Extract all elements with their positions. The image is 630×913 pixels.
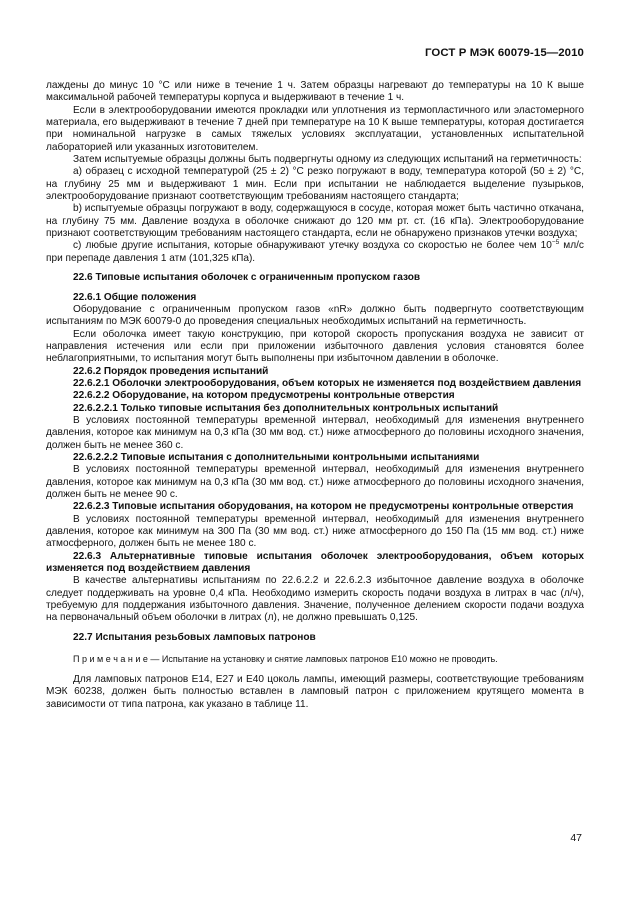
section-heading-22-6-2-3: 22.6.2.3 Типовые испытания оборудования, на котором не предусмотрены контрольные отверстия [73, 501, 574, 513]
note-label: П р и м е ч а н и е [73, 654, 148, 665]
page-number: 47 [570, 832, 582, 844]
document-body [46, 80, 584, 711]
section-heading-22-7: 22.7 Испытания резьбовых ламповых патронов [73, 631, 316, 643]
note [46, 653, 584, 665]
list-item-a: а) образец с исходной температурой (25 ± 2) °С резко погружают в воду, температура которой (50 ± 2) °С, на глубину 25 мм и выдерживают 1 мин. Если при испытании не наблюдается выделение пузырьков, электрооборудование признают соответствующим требованиям настоящего стандарта; [46, 166, 584, 203]
section-heading-22-6-2-1: 22.6.2.1 Оболочки электрооборудования, объем которых не изменяется под воздействием давления [73, 377, 582, 389]
section-heading-22-6-2: 22.6.2 Порядок проведения испытаний [73, 365, 269, 377]
section-heading-22-6-1: 22.6.1 Общие положения [73, 291, 197, 303]
paragraph: В условиях постоянной температуры временной интервал, необходимый для изменения внутреннего давления, которое как минимум на 0,3 кПа (30 мм вод. ст.) ниже атмосферного до половины исходного значения, должен быть не менее 90 с. [46, 464, 584, 500]
superscript: −5 [551, 239, 560, 247]
list-item-b: b) испытуемые образцы погружают в воду, содержащуюся в сосуде, которая может быть частично откачана, на глубину 75 мм. Давление воздуха в оболочке снижают до 120 мм рт. ст. (16 кПа). Электрооборудование признают соответствующим требованиям настоящего стандарта, если не обнаружено признаков утечки воздуха; [46, 203, 584, 240]
note-text: — Испытание на установку и снятие ламповых патронов Е10 можно не проводить. [147, 654, 498, 665]
paragraph: В качестве альтернативы испытаниям по 22.6.2.2 и 22.6.2.3 избыточное давление воздуха в оболочке следует поддерживать на уровне 0,4 кПа. Необходимо измерить скорость подачи воздуха в литрах в час (л/ч), требуемую для поддержания избыточного давления. Значение, полученное делением скорости подачи воздуха на первоначальный объем оболочки в литрах (л), не должно превышать 0,125. [46, 575, 584, 624]
paragraph: лаждены до минус 10 °С или ниже в течение 1 ч. Затем образцы нагревают до температуры на 10 К выше максимальной рабочей температуры корпуса и выдерживают в течение 1 ч. [46, 80, 584, 104]
paragraph: Оборудование с ограниченным пропуском газов «nR» должно быть подвергнуто соответствующим испытаниям по МЭК 60079-0 до проведения специальных необходимых испытаний на герметичность. [46, 303, 584, 328]
section-heading-22-6-2-2-1: 22.6.2.2.1 Только типовые испытания без дополнительных контрольных испытаний [73, 402, 499, 414]
paragraph: Если в электрооборудовании имеются прокладки или уплотнения из термопластичного или эластомерного материала, его выдерживают в течение 7 дней при температуре на 10 К выше температуры, которая достигается при номинальной нагрузке в самых тяжелых условиях эксплуатации, установленных испытательной лабораторией или указанных изготовителем. [46, 104, 584, 153]
paragraph: Если оболочка имеет такую конструкцию, при которой скорость пропускания воздуха не зависит от направления истечения или если при приложении избыточного давления условия становятся более неблагоприятными, то испытания могут быть выполнены при избыточном давлении в оболочке. [46, 328, 584, 365]
text-fragment: с) любые другие испытания, которые обнаруживают утечку воздуха со скоростью не более чем 10 [73, 240, 552, 252]
section-heading-22-6-3: 22.6.3 Альтернативные типовые испытания оболочек электрооборудования, объем которых изменяется под воздействием давления [46, 550, 584, 575]
standard-header: ГОСТ Р МЭК 60079-15—2010 [425, 47, 584, 59]
section-heading-22-6: 22.6 Типовые испытания оболочек с ограниченным пропуском газов [73, 272, 421, 284]
section-heading-22-6-2-2: 22.6.2.2 Оборудование, на котором предусмотрены контрольные отверстия [73, 390, 455, 402]
paragraph: В условиях постоянной температуры временной интервал, необходимый для изменения внутреннего давления, которое как минимум на 300 Па (30 мм вод. ст.) ниже атмосферного до 150 Па (15 мм вод. ст.) ниже атмосферного, должен быть не менее 180 с. [46, 513, 584, 550]
paragraph: В условиях постоянной температуры временной интервал, необходимый для изменения внутреннего давления, которое как минимум на 0,3 кПа (30 мм вод. ст.) ниже атмосферного до половины исходного значения, должен быть не менее 360 с. [46, 414, 584, 451]
section-heading-22-6-2-2-2: 22.6.2.2.2 Типовые испытания с дополнительными контрольными испытаниями [73, 451, 480, 463]
paragraph: Затем испытуемые образцы должны быть подвергнуты одному из следующих испытаний на герметичность: [73, 154, 582, 166]
list-item-c [46, 240, 584, 265]
paragraph: Для ламповых патронов Е14, Е27 и Е40 цоколь лампы, имеющий размеры, соответствующие требованиям МЭК 60238, должен быть полностью вставлен в ламповый патрон с приложением крутящего момента в зависимости от типа патрона, как указано в таблице 11. [46, 674, 584, 710]
text-fragment: мл/с при перепаде давления 1 атм (101,325 кПа). [46, 240, 584, 264]
